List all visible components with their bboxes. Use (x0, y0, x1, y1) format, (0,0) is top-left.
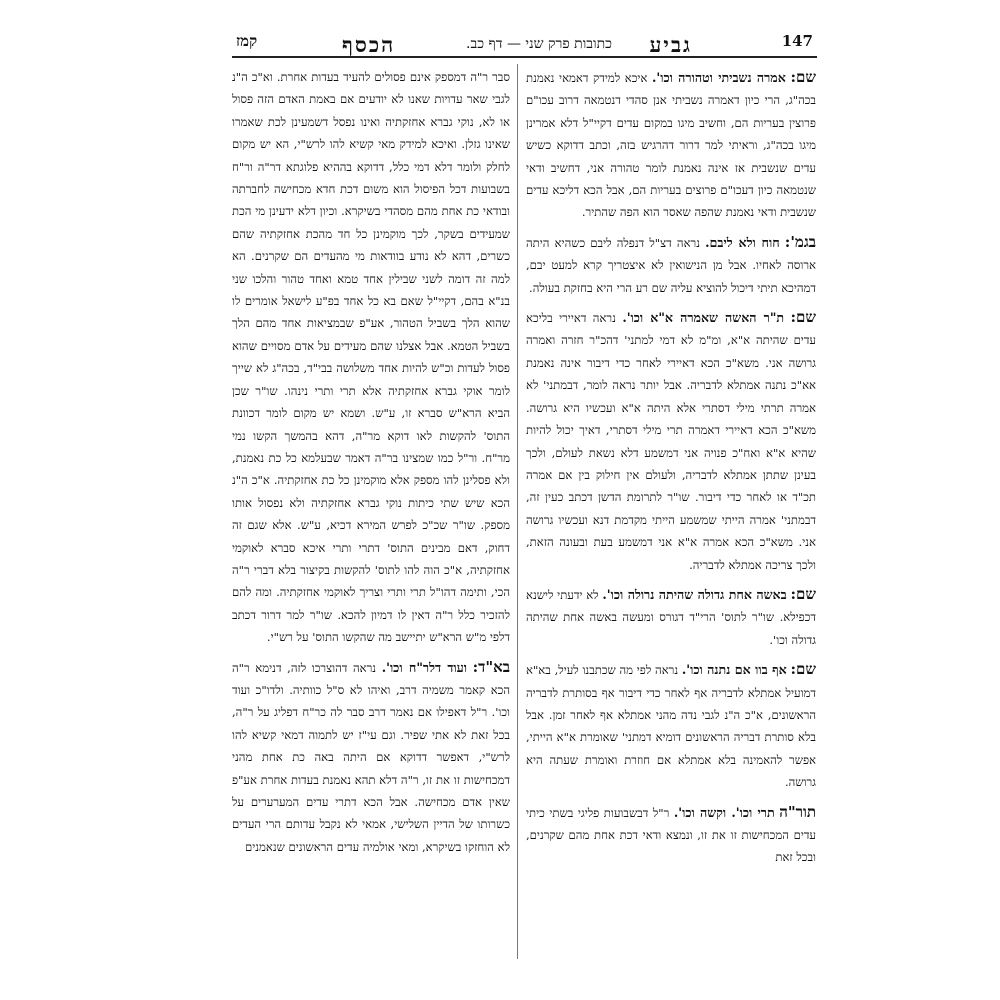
paragraph-body: נראה דאיירי בליכא עדים שהיתה א"א, ומ"מ לא דמי למתני' דהכ"ר חזרה ואמרה גרושה אני. משא"כ הכא דאיירי לאחר כדי דיבור אינה נאמנת אא"כ נתנה אמתלא לדבריה. אבל יותר נראה לומר, דבמתני' לא אמרה תרתי מילי דסתרי אלא היתה א"א ועכשיו היא גרושה. משא"כ הכא דאיירי דאמרה תרי מילי דסתרי, דאיך יכול להיות שהיא א"א ואח"כ פנויה אני דמשמע דלא נשאת לעולם, ולכך בעינן שתתן אמתלא לדבריה, ולעולם אין חילוק בין אם אמרה תכ"ד או לאחר כדי דיבור. שו"ר לתרומת הדשן דכתב כעין זה, דבמתני' אמרה הייתי שמשמע הייתי מקדמת דנא ועכשיו גרושה אני. משא"כ הכא אמרה א"א אני דמשמע בעת ובעונה הזאת, ולכך צריכה אמתלא לדבריה. (526, 311, 816, 572)
commentary-paragraph (526, 306, 816, 576)
paragraph-heading: בגמ': (784, 232, 816, 251)
paragraph-lemma: באשה אחת גדולה שהיתה נרולה וכו'. (602, 586, 787, 602)
tractate-reference: כתובות פרק שני — דף כב. (466, 36, 612, 52)
paragraph-lemma: תרי וכו'. וקשה וכו'. (673, 804, 775, 820)
right-column (526, 66, 816, 961)
paragraph-lemma: ת"ר האשה שאמרה א"א וכו'. (622, 310, 785, 326)
paragraph-lemma: אמרה נשביתי וטהורה וכו'. (652, 70, 786, 85)
paragraph-heading: שם: (790, 584, 816, 603)
paragraph-body: נראה דצ"ל דנפלה ליבם כשהיא היתה ארוסה לאחיו. אבל מן הנישואין לא איצטריך קרא למעט יבם, דמהיכא תיתי דיכול להוציא עליה שם רע הרי היא בחזקת בעולה. (526, 235, 816, 295)
paragraph-body: ר"ל דבשבועות פליגי בשתי כיתי עדים המכחישות זו את זו, ונמצא ודאי דכת אחת מהם שקרנים, ובכל זאת (526, 805, 816, 865)
paragraph-body: לא ידעתי לישנא דכפילא. שו"ר לתוס' הרי"ד דגורס ומעשה באשה אחת שהיתה גדולה וכו'. (526, 587, 816, 647)
paragraph-heading: שם: (790, 308, 816, 327)
paragraph-heading: בא"ד: (472, 657, 510, 676)
paragraph-body: נראה דהוצרכו לזה, דנימא ר"ה הכא קאמר משמיה דרב, ואיהו לא ס"ל כוותיה. ולדו"כ ועוד וכו'. ר"ל דאפילו אם נאמר דרב סבר לה כר"ח דפליג על ר"ה, בכל זאת לא אתי שפיר. וגם עי"ז יש לתמוה דמאי קשיא להו לרש"י, דאפשר דדוקא אם היתה באה כת אחת מהני דמכחישות זו את זו, ר"ה דלא תהא נאמנת בעדות אחרת אע"פ שאין אדם מכחישה. אבל הכא דתרי עדים המערערים על כשרותו של הדיין השלישי, אמאי לא נקבל עדותם הרי העדים לא הוחזקו בשיקרא, ומאי אולמיה עדים הראשונים שנאמנים (232, 660, 510, 854)
paragraph-heading: שם: (790, 68, 816, 86)
commentary-paragraph (526, 66, 816, 224)
paragraph-body: איכא למידק דאמאי נאמנת בכה"ג, הרי כיון דאמרה נשביתי אנן סהדי דנטמאה דרוב עכו"ם פרוצין בעריות הם, וחשיב מיגו במקום עדים דקיי"ל דלא אמרינן מיגו בכה"ג, וראיתי למר דרור דהרגיש בזה, וכתב דדוקא כשיש עדים שנשבית אז אינה נאמנת לומר טהורה אני, דחשיב ודאי שנטמאה כיון דעכו"ם פרוצים בעריות הם, אבל הכא דליכא עדים שנשבית ודאי נאמנת שהפה שאסר הוא הפה שהתיר. (526, 71, 816, 220)
book-title-second: הכסף (342, 32, 396, 57)
page-header (232, 30, 817, 58)
commentary-paragraph (526, 658, 816, 793)
commentary-paragraph (526, 801, 816, 869)
paragraph-body: נראה לפי מה שכתבנו לעיל, בא"א דמועיל אמתלא לדבריה אף לאחר כדי דיבור אף בסותרת לדבריה הראשונים, א"כ ה"נ לגבי נדה מהני אמתלא אף לאחר זמן. אבל בלא סותרת דבריה הראשונים דומיא דמתני' שאומרת א"א הייתי, אפשר להאמינה בלא אמתלא אם חוזרת ואומרת שעתה היא גרושה. (526, 663, 816, 790)
commentary-paragraph (526, 231, 816, 299)
hebrew-page-number: קמז (236, 32, 258, 50)
paragraph-lemma: חוח ולא ליבם. (705, 234, 780, 250)
book-title: גביע (649, 32, 692, 57)
paragraph-body: סבר ר"ה דמספק אינם פסולים להעיד בעדות אחרת. וא"כ ה"נ לגבי שאר עדויות שאנו לא יודעים אם באמת האדם הזה פסול או לא, נוקי גברא אחזקתיה ואינו נפסל דשמעינן לכת שאמרו שאינו גזלן. ואיכא למידק מאי קשיא להו לרש"י, הא יש מקום לחלק ולומר דלא דמי כלל, דדוקא בההיא פלוגתא דר"ה ור"ח בשבועות דכל הפיסול הוא משום דכת חדא מכחישה לחברתה ובודאי כת אחת מהם מסהדי בשיקרא. וכיון דלא ידעינן מי הכת שמעידים בשקר, לכך מוקמינן כל חד מהכת אחזקתיה שהם כשרים, דהא לא נודע בוודאות מי מהעדים הם שקרנים. הא למה זה דומה לשני שבילין אחד טמא ואחד טהור והלכו שני בנ"א בהם, דקיי"ל שאם בא כל אחד בפ"ע לישאל אומרים לו שהוא הלך בשביל הטהור, אע"פ שבמציאות אחד מהם הלך בשביל הטמא. אבל אצלנו שהם מעידים על אדם מסויים שהוא פסול לעדות וכ"ש להיות אחד משלושה בבי"ד, בכה"ג לא שייך לומר אוקי גברא אחזקתיה אלא תרי ותרי נינהו. שו"ר שכן הביא הרא"ש סברא זו, ע"ש. ושמא יש מקום לומר דכוונת התוס' להקשות לאו דוקא מר"ה, דהא בהמשך הקשו נמי מר"ח. ור"ל כמו שמצינו בר"ה דאמר שבעלמא כל כת נאמנת, ולא פסלינן להו מספק אלא מוקמינן כל כת אחזקתיה. א"כ ה"נ הכא שיש שתי כיתות נוקי גברא אחזקתיה ולא נפסול אותו מספק. שו"ר שכ"כ לפרש המירא דכיא, ע"ש. אלא שגם זה דחוק, דאם מבינים התוס' דתרי ותרי איכא סברא לאוקמי אחזקתיה, א"כ הוה להו לתוס' להקשות בקיצור בלא דברי ר"ה הכי, ותימה דהו"ל תרי ותרי וצריך לאוקמי אחזקתיה. ומה להם להזכיר כלל ר"ה דאין לו דמיון להכא. שו"ר למר דרור דכתב דלפי מ"ש הרא"ש יתיישב מה שהקשו התוס' על רש"י. (232, 70, 510, 645)
commentary-paragraph (232, 656, 510, 859)
paragraph-lemma: אף בוו אם נתנה וכו'. (681, 662, 787, 678)
left-column (232, 66, 510, 961)
paragraph-lemma: ועוד דלר"ח וכו'. (381, 659, 467, 675)
commentary-paragraph (526, 583, 816, 651)
paragraph-heading: תור"ה (779, 802, 816, 821)
paragraph-heading: שם: (790, 660, 816, 679)
column-divider (517, 64, 518, 959)
commentary-paragraph (232, 66, 510, 649)
page-number: 147 (781, 32, 813, 50)
